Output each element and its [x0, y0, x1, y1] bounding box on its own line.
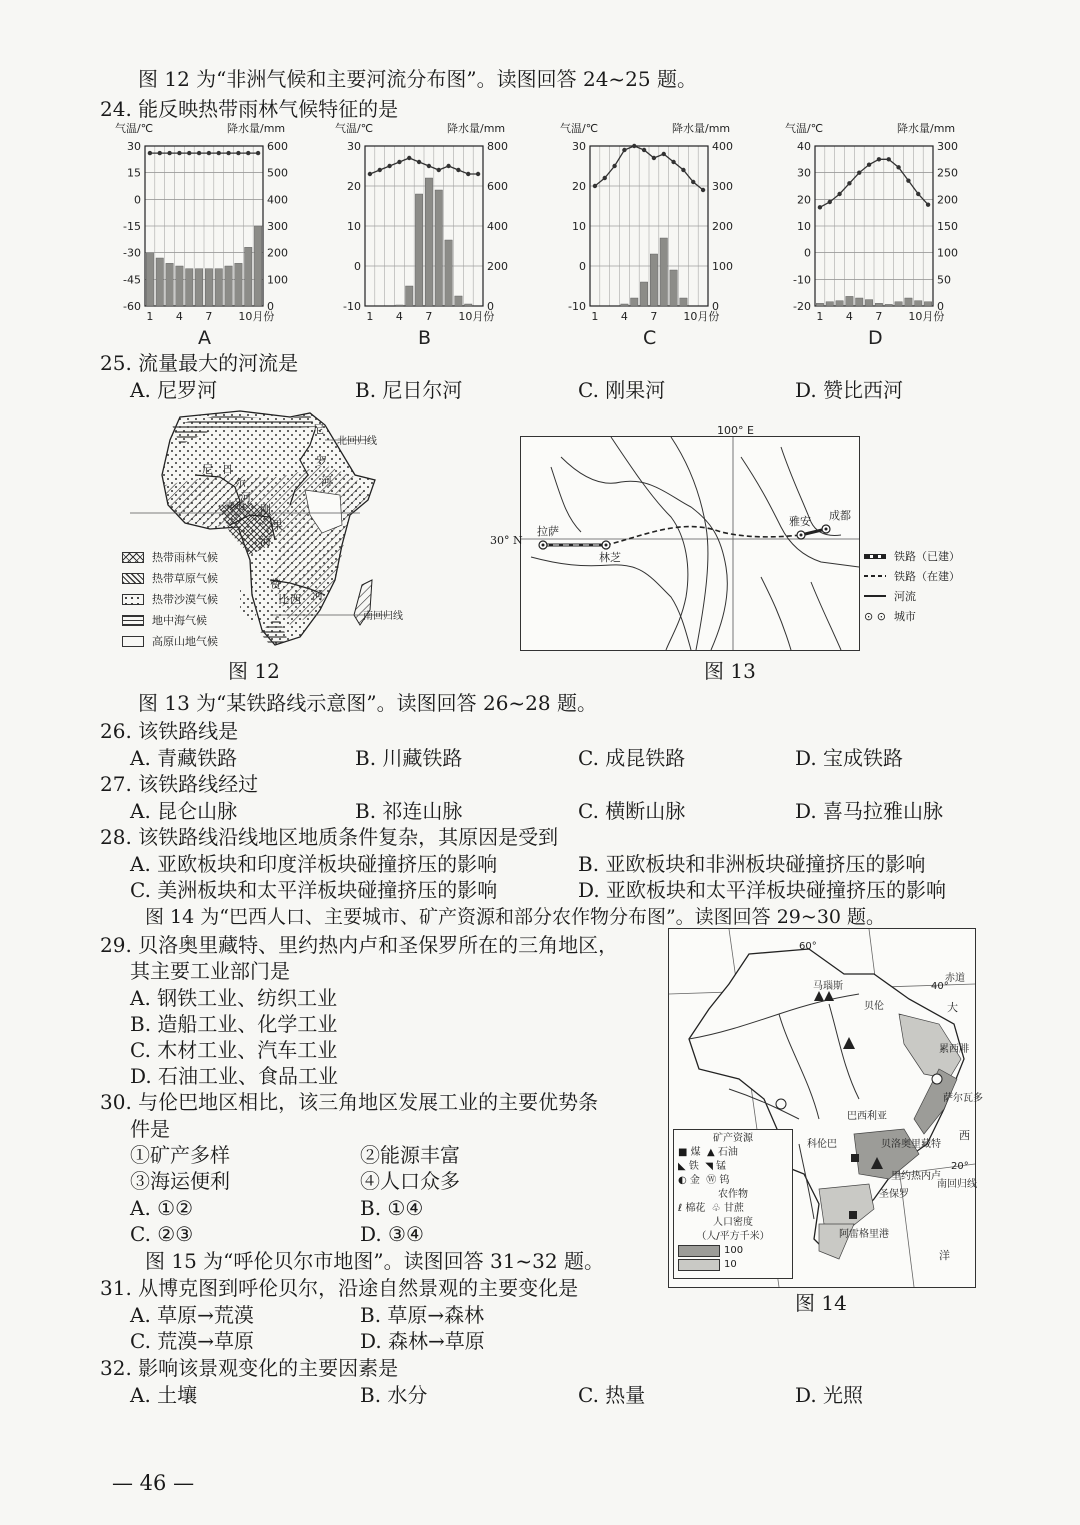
- q31-option-b[interactable]: B. 草原→森林: [360, 1303, 485, 1327]
- chart-A-temp-point: [226, 151, 230, 155]
- chart-B-temp-point: [446, 164, 450, 168]
- chart-D-precip-bar: [885, 304, 892, 306]
- chart-A-panel-label: A: [198, 327, 211, 349]
- chart-D-temp-tick: 10: [797, 220, 811, 233]
- chart-A-precip-bar: [176, 266, 183, 306]
- chart-C-precip-bar: [640, 282, 647, 306]
- rio-label: 里约热内卢: [891, 1171, 941, 1182]
- chart-D-temp-tick: 0: [804, 246, 811, 260]
- niger-label-4: 河: [240, 491, 251, 504]
- q30-option-a[interactable]: A. ①②: [130, 1196, 194, 1220]
- chart-C-temp-tick: -10: [568, 300, 586, 313]
- chart-A-temp-point: [167, 151, 171, 155]
- chart-A-temp-tick: -60: [123, 300, 141, 313]
- chart-D-temp-point: [847, 181, 851, 185]
- chart-A-temp-axis-label: 气温/℃: [115, 122, 154, 135]
- q31-option-c[interactable]: C. 荒漠→草原: [130, 1329, 255, 1353]
- chart-B-temp-point: [417, 160, 421, 164]
- chart-A-temp-point: [177, 151, 181, 155]
- chart-B-precip-bar: [455, 296, 462, 306]
- chart-A-precip-bar: [146, 253, 153, 306]
- chart-B-temp-point: [397, 160, 401, 164]
- chart-D-temp-point: [857, 170, 861, 174]
- chart-B-precip-tick: 800: [487, 140, 508, 153]
- africa-legend-rainforest: 热带雨林气候: [122, 549, 218, 565]
- chart-C-temp-point: [691, 180, 695, 184]
- brazil-map: [668, 928, 983, 1288]
- chart-B-precip-tick: 600: [487, 180, 508, 193]
- chart-C-temp-tick: 0: [579, 260, 586, 273]
- q28-option-b[interactable]: B. 亚欧板块和非洲板块碰撞挤压的影响: [578, 852, 926, 876]
- chart-B-temp-tick: 30: [347, 140, 361, 153]
- q25-option-b[interactable]: B. 尼日尔河: [355, 378, 463, 402]
- chart-D-temp-point: [867, 162, 871, 166]
- chart-D-month-tick: 4: [845, 310, 853, 323]
- chart-A-precip-axis-label: 降水量/mm: [227, 122, 286, 135]
- nile-label-2: 罗: [316, 455, 327, 468]
- chart-B-month-tick: 1: [366, 310, 374, 323]
- q27-option-a[interactable]: A. 昆仑山脉: [130, 799, 238, 823]
- chart-A-month-tick: 10月份: [238, 310, 275, 323]
- q31-option-d[interactable]: D. 森林→草原: [360, 1329, 485, 1353]
- q30-option-d[interactable]: D. ③④: [360, 1222, 424, 1246]
- ocean-label-da: 大: [947, 1001, 958, 1014]
- chart-D-precip-tick: 50: [937, 273, 951, 287]
- belem-label: 贝伦: [864, 1001, 884, 1012]
- chart-C-panel-label: C: [643, 327, 657, 349]
- q28-option-a[interactable]: A. 亚欧板块和印度洋板块碰撞挤压的影响: [130, 852, 498, 876]
- chart-D-temp-point: [887, 157, 891, 161]
- q29-option-b[interactable]: B. 造船工业、化学工业: [130, 1012, 338, 1036]
- q32-option-c[interactable]: C. 热量: [578, 1383, 646, 1407]
- legend-w: 钨: [719, 1175, 730, 1186]
- chart-B-month-tick: 10月份: [458, 310, 495, 323]
- chart-B-temp-point: [437, 168, 441, 172]
- question-31-stem: 31. 从博克图到呼伦贝尔，沿途自然景观的主要变化是: [100, 1276, 579, 1300]
- chart-B-precip-tick: 400: [487, 220, 508, 233]
- chart-B-temp-point: [387, 164, 391, 168]
- brazil-legend: 矿产资源 ■ 煤 ▲ 石油 ◣ 铁 ◥ 锰 ◐ 金 Ⓦ 钨 农作物 ℓ 棉花 ♧ 甘蔗 人口密度 （人/平方千米） 100 10: [673, 1129, 793, 1279]
- chart-C-precip-bar: [621, 304, 628, 306]
- chart-D-temp-tick: -10: [793, 273, 811, 287]
- chart-A-temp-point: [187, 151, 191, 155]
- q25-option-a[interactable]: A. 尼罗河: [130, 378, 218, 402]
- chart-C-precip-bar: [631, 298, 638, 306]
- chart-D-precip-tick: 250: [937, 166, 958, 180]
- chart-D-precip-tick: 300: [937, 140, 958, 153]
- chart-C-temp-point: [681, 168, 685, 172]
- railway-legend-river: 河流: [864, 588, 916, 604]
- corumba-label: 科伦巴: [807, 1139, 837, 1150]
- congo-label-1: 刚: [260, 503, 271, 516]
- congo-label-3: 河: [260, 535, 271, 548]
- zambezi-label-3: 西: [290, 593, 301, 606]
- question-25-stem: 25. 流量最大的河流是: [100, 351, 299, 375]
- q29-option-d[interactable]: D. 石油工业、食品工业: [130, 1064, 339, 1088]
- chart-D-temp-point: [877, 157, 881, 161]
- africa-legend-desert: 热带沙漠气候: [122, 591, 218, 607]
- chart-B-temp-point: [476, 172, 480, 176]
- chart-C-precip-bar: [660, 238, 667, 306]
- q30-item-1: ①矿产多样: [130, 1143, 230, 1167]
- chart-C-temp-axis-label: 气温/℃: [560, 122, 599, 135]
- chart-B-temp-point: [378, 168, 382, 172]
- africa-legend-mediterranean: 地中海气候: [122, 612, 207, 628]
- legend-mn: 锰: [716, 1161, 727, 1172]
- equator-label: 赤道: [225, 501, 245, 512]
- chart-B-precip-bar: [396, 305, 403, 306]
- chart-A-precip-bar: [195, 269, 202, 306]
- chart-C-temp-point: [593, 184, 597, 188]
- chart-C-month-tick: 10月份: [683, 310, 720, 323]
- question-27-stem: 27. 该铁路线经过: [100, 772, 259, 796]
- q25-option-c[interactable]: C. 刚果河: [578, 378, 666, 402]
- chart-B-temp-tick: 20: [347, 180, 361, 193]
- legend-iron: 铁: [688, 1161, 699, 1172]
- chart-D-precip-bar: [836, 301, 843, 306]
- legend-gold: 金: [689, 1175, 700, 1186]
- ocean-label-xi: 西: [959, 1129, 970, 1142]
- chart-D-temp-tick: -20: [793, 300, 811, 313]
- chart-A-precip-tick: 100: [267, 273, 288, 287]
- question-30-stem-1: 30. 与伦巴地区相比，该三角地区发展工业的主要优势条: [100, 1090, 599, 1114]
- question-29-stem-2: 其主要工业部门是: [130, 959, 290, 983]
- chart-C-precip-tick: 200: [712, 220, 733, 233]
- chart-D-temp-point: [916, 192, 920, 196]
- chart-A-precip-bar: [254, 226, 261, 306]
- chart-B-panel-label: B: [418, 327, 432, 349]
- q30-option-c[interactable]: C. ②③: [130, 1222, 194, 1246]
- yaan-label: 雅安: [789, 515, 811, 528]
- chart-A-precip-tick: 200: [267, 246, 288, 260]
- legend-crops-title: 农作物: [718, 1189, 748, 1200]
- chart-A-month-tick: 1: [146, 310, 154, 323]
- chart-D-precip-bar: [826, 302, 833, 306]
- chart-C-temp-tick: 20: [572, 180, 586, 193]
- chart-A-precip-bar: [245, 247, 252, 306]
- niger-label-2: 日: [222, 463, 233, 476]
- legend-pop-unit: （人/平方千米）: [696, 1231, 770, 1242]
- chart-C-temp-point: [622, 148, 626, 152]
- chart-C-precip-bar: [680, 298, 687, 306]
- chart-B-precip-tick: 200: [487, 260, 508, 273]
- page-number: — 46 —: [112, 1471, 195, 1495]
- chart-D-precip-tick: 0: [937, 300, 944, 313]
- chart-A-temp-tick: -45: [123, 273, 141, 287]
- chart-A-temp-tick: 0: [134, 193, 141, 207]
- africa-legend-savanna: 热带草原气候: [122, 570, 218, 586]
- chart-B-month-tick: 4: [395, 310, 403, 323]
- lon-40-label: 40°: [931, 981, 949, 992]
- chart-C-temp-point: [603, 176, 607, 180]
- chart-C-temp-tick: 10: [572, 220, 586, 233]
- question-29-stem-1: 29. 贝洛奥里藏特、里约热内卢和圣保罗所在的三角地区，: [100, 933, 619, 957]
- chart-B-precip-bar: [415, 194, 422, 306]
- chart-D-precip-tick: 200: [937, 193, 958, 207]
- chart-D-temp-point: [837, 192, 841, 196]
- chart-B-temp-point: [368, 172, 372, 176]
- chart-A-month-tick: 4: [175, 310, 183, 323]
- porto-alegre-label: 阿雷格里港: [839, 1229, 889, 1240]
- chart-C-temp-point: [632, 144, 636, 148]
- question-30-stem-2: 件是: [130, 1117, 170, 1141]
- railway-legend-city: ⊙ ⊙ 城市: [864, 609, 916, 623]
- chart-A-temp-point: [217, 151, 221, 155]
- q27-option-d[interactable]: D. 喜马拉雅山脉: [795, 799, 944, 823]
- legend-pop-title: 人口密度: [713, 1217, 753, 1228]
- zambezi-label-4: 河: [312, 589, 323, 602]
- chart-A-precip-tick: 600: [267, 140, 288, 153]
- chart-A-month-tick: 7: [205, 310, 213, 323]
- chart-A-precip-bar: [205, 269, 212, 306]
- chart-A-temp-point: [207, 151, 211, 155]
- chart-D-temp-tick: 40: [797, 140, 811, 153]
- q28-option-d[interactable]: D. 亚欧板块和太平洋板块碰撞挤压的影响: [578, 878, 947, 902]
- q30-item-2: ②能源丰富: [360, 1143, 460, 1167]
- chart-A-precip-bar: [225, 266, 232, 306]
- chart-B-precip-bar: [445, 240, 452, 306]
- chart-D-precip-bar: [905, 298, 912, 306]
- chart-C-precip-tick: 0: [712, 300, 719, 313]
- chart-C-precip-tick: 100: [712, 260, 733, 273]
- q28-option-c[interactable]: C. 美洲板块和太平洋板块碰撞挤压的影响: [130, 878, 498, 902]
- chart-D-panel-label: D: [868, 327, 883, 349]
- chart-B-temp-point: [456, 168, 460, 172]
- nile-label-3: 河: [321, 475, 332, 488]
- chengdu-label: 成都: [829, 509, 851, 522]
- chart-B-precip-bar: [435, 190, 442, 306]
- q27-option-c[interactable]: C. 横断山脉: [578, 799, 686, 823]
- figure-12-caption: 图 12: [228, 659, 280, 683]
- chart-A-precip-bar: [166, 263, 173, 306]
- lat-20-label: 20°: [951, 1161, 969, 1172]
- salvador-label: 萨尔瓦多: [943, 1093, 983, 1104]
- chart-D-precip-bar: [846, 296, 853, 306]
- chart-A-temp-point: [158, 151, 162, 155]
- zambezi-label-1: 赞: [270, 578, 281, 591]
- chart-D-precip-bar: [895, 302, 902, 306]
- climate-charts: [0, 118, 1080, 348]
- chart-C-precip-bar: [650, 254, 657, 306]
- equator-label-br: 赤道: [945, 973, 965, 984]
- chart-D-temp-tick: 20: [797, 193, 811, 207]
- intro-fig15: 图 15 为“呼伦贝尔市地图”。读图回答 31~32 题。: [145, 1249, 604, 1273]
- nile-label-1: 尼: [313, 423, 324, 436]
- legend-oil: 石油: [717, 1147, 738, 1158]
- chart-D-precip-bar: [875, 303, 882, 306]
- chart-B-temp-tick: 10: [347, 220, 361, 233]
- lon-100-label: 100° E: [717, 424, 754, 437]
- tropic-n-label: 北回归线: [337, 436, 377, 447]
- chart-A-precip-bar: [215, 269, 222, 306]
- chart-D-temp-point: [906, 178, 910, 182]
- chart-D-temp-point: [818, 205, 822, 209]
- q27-option-b[interactable]: B. 祁连山脉: [355, 799, 463, 823]
- chart-B-precip-bar: [465, 304, 472, 306]
- q26-option-c[interactable]: C. 成昆铁路: [578, 746, 686, 770]
- chart-A-precip-tick: 500: [267, 166, 288, 180]
- bh-label: 贝洛奥里藏特: [881, 1139, 941, 1150]
- niger-label-1: 尼: [202, 463, 213, 476]
- chart-A-temp-point: [256, 151, 260, 155]
- chart-B-precip-tick: 0: [487, 300, 494, 313]
- chart-D-month-tick: 10月份: [908, 310, 945, 323]
- chart-A-temp-point: [197, 151, 201, 155]
- legend-100: 100: [724, 1245, 744, 1256]
- railway-legend-building: 铁路（在建）: [864, 568, 960, 584]
- chart-D-precip-tick: 150: [937, 220, 958, 233]
- congo-label-2: 果: [272, 519, 283, 532]
- railway-map: [520, 424, 860, 651]
- figure-13-caption: 图 13: [704, 659, 756, 683]
- chart-C-temp-tick: 30: [572, 140, 586, 153]
- chart-A-temp-tick: 30: [127, 140, 141, 153]
- chart-D-precip-bar: [856, 298, 863, 306]
- chart-D-precip-bar: [816, 303, 823, 306]
- brasilia-label: 巴西利亚: [847, 1111, 887, 1122]
- legend-mineral-title: 矿产资源: [713, 1133, 753, 1144]
- chart-D-precip-bar: [915, 301, 922, 306]
- chart-A-precip-tick: 400: [267, 193, 288, 207]
- chart-C-temp-point: [662, 152, 666, 156]
- chart-A-temp-point: [236, 151, 240, 155]
- chart-C-month-tick: 1: [591, 310, 599, 323]
- q32-option-d[interactable]: D. 光照: [795, 1383, 864, 1407]
- chart-A-precip-tick: 300: [267, 220, 288, 233]
- q30-option-b[interactable]: B. ①④: [360, 1196, 424, 1220]
- chart-A-precip-tick: 0: [267, 300, 274, 313]
- chart-A-temp-tick: 15: [127, 166, 141, 180]
- chart-C-temp-point: [612, 164, 616, 168]
- chart-B-precip-bar: [406, 286, 413, 306]
- africa-legend-highland: 高原山地气候: [122, 633, 218, 649]
- lon-60-label: 60°: [799, 941, 817, 952]
- question-32-stem: 32. 影响该景观变化的主要因素是: [100, 1356, 399, 1380]
- niger-label-3: 尔: [235, 477, 246, 490]
- chart-A-temp-point: [148, 151, 152, 155]
- chart-D-temp-point: [926, 202, 930, 206]
- intro-fig14: 图 14 为“巴西人口、主要城市、矿产资源和部分农作物分布图”。读图回答 29~30 题。: [145, 906, 886, 928]
- legend-cotton: 棉花: [685, 1203, 706, 1214]
- chart-B-temp-point: [427, 164, 431, 168]
- q26-option-a[interactable]: A. 青藏铁路: [130, 746, 238, 770]
- tropic-s-label-br: 南回归线: [937, 1179, 977, 1190]
- question-28-stem: 28. 该铁路线沿线地区地质条件复杂，其原因是受到: [100, 825, 559, 849]
- chart-C-precip-tick: 400: [712, 140, 733, 153]
- chart-C-temp-point: [652, 156, 656, 160]
- ocean-label-yang: 洋: [939, 1249, 950, 1262]
- chart-B-temp-point: [407, 156, 411, 160]
- chart-B-month-tick: 7: [425, 310, 433, 323]
- legend-10: 10: [724, 1259, 737, 1270]
- chart-C-temp-point: [701, 188, 705, 192]
- chart-C-temp-point: [671, 160, 675, 164]
- chart-D-precip-bar: [924, 302, 931, 306]
- chart-C-precip-axis-label: 降水量/mm: [672, 122, 731, 135]
- chart-D-temp-point: [828, 200, 832, 204]
- chart-B-precip-bar: [425, 178, 432, 306]
- chart-D-temp-point: [896, 165, 900, 169]
- intro-fig13: 图 13 为“某铁路线示意图”。读图回答 26~28 题。: [138, 691, 597, 715]
- intro-fig12: 图 12 为“非洲气候和主要河流分布图”。读图回答 24~25 题。: [138, 67, 697, 91]
- chart-B-temp-point: [466, 172, 470, 176]
- chart-C-precip-bar: [670, 270, 677, 306]
- chart-A-temp-tick: -15: [123, 220, 141, 233]
- chart-A-temp-point: [246, 151, 250, 155]
- q29-option-c[interactable]: C. 木材工业、汽车工业: [130, 1038, 338, 1062]
- legend-coal: 煤: [690, 1147, 701, 1158]
- chart-C-precip-tick: 300: [712, 180, 733, 193]
- q29-option-a[interactable]: A. 钢铁工业、纺织工业: [130, 986, 338, 1010]
- manaus-label: 马瑙斯: [813, 981, 843, 992]
- chart-A-precip-bar: [235, 263, 242, 306]
- chart-D-month-tick: 7: [875, 310, 883, 323]
- recife-label: 累西腓: [939, 1044, 969, 1055]
- chart-B-temp-tick: 0: [354, 260, 361, 273]
- legend-cane: 甘蔗: [723, 1203, 744, 1214]
- chart-B-precip-axis-label: 降水量/mm: [447, 122, 506, 135]
- chart-A-precip-bar: [186, 269, 193, 306]
- lat-30-label: 30° N: [490, 534, 523, 547]
- chart-D-precip-bar: [865, 300, 872, 306]
- chart-D-temp-axis-label: 气温/℃: [785, 122, 824, 135]
- chart-D-temp-tick: 30: [797, 166, 811, 180]
- zambezi-label-2: 比: [278, 593, 289, 606]
- question-24-stem: 24. 能反映热带雨林气候特征的是: [100, 97, 399, 121]
- chart-A-precip-bar: [156, 258, 163, 306]
- linzhi-label: 林芝: [599, 551, 621, 564]
- railway-legend-built: 铁路（已建）: [864, 548, 960, 564]
- q30-item-4: ④人口众多: [360, 1169, 460, 1193]
- q30-item-3: ③海运便利: [130, 1169, 230, 1193]
- lhasa-label: 拉萨: [537, 525, 559, 538]
- chart-D-precip-tick: 100: [937, 246, 958, 260]
- q32-option-b[interactable]: B. 水分: [360, 1383, 428, 1407]
- q26-option-b[interactable]: B. 川藏铁路: [355, 746, 463, 770]
- q31-option-a[interactable]: A. 草原→荒漠: [130, 1303, 254, 1327]
- figure-14-caption: 图 14: [795, 1291, 847, 1315]
- chart-C-month-tick: 4: [620, 310, 628, 323]
- chart-C-month-tick: 7: [650, 310, 658, 323]
- q26-option-d[interactable]: D. 宝成铁路: [795, 746, 904, 770]
- q25-option-d[interactable]: D. 赞比西河: [795, 378, 904, 402]
- chart-B-temp-tick: -10: [343, 300, 361, 313]
- chart-D-precip-axis-label: 降水量/mm: [897, 122, 956, 135]
- q32-option-a[interactable]: A. 土壤: [130, 1383, 198, 1407]
- sp-label: 圣保罗: [879, 1189, 909, 1200]
- question-26-stem: 26. 该铁路线是: [100, 719, 239, 743]
- chart-C-temp-point: [642, 148, 646, 152]
- chart-A-temp-tick: -30: [123, 246, 141, 260]
- chart-B-temp-axis-label: 气温/℃: [335, 122, 374, 135]
- tropic-s-label: 南回归线: [363, 611, 403, 622]
- chart-D-month-tick: 1: [816, 310, 824, 323]
